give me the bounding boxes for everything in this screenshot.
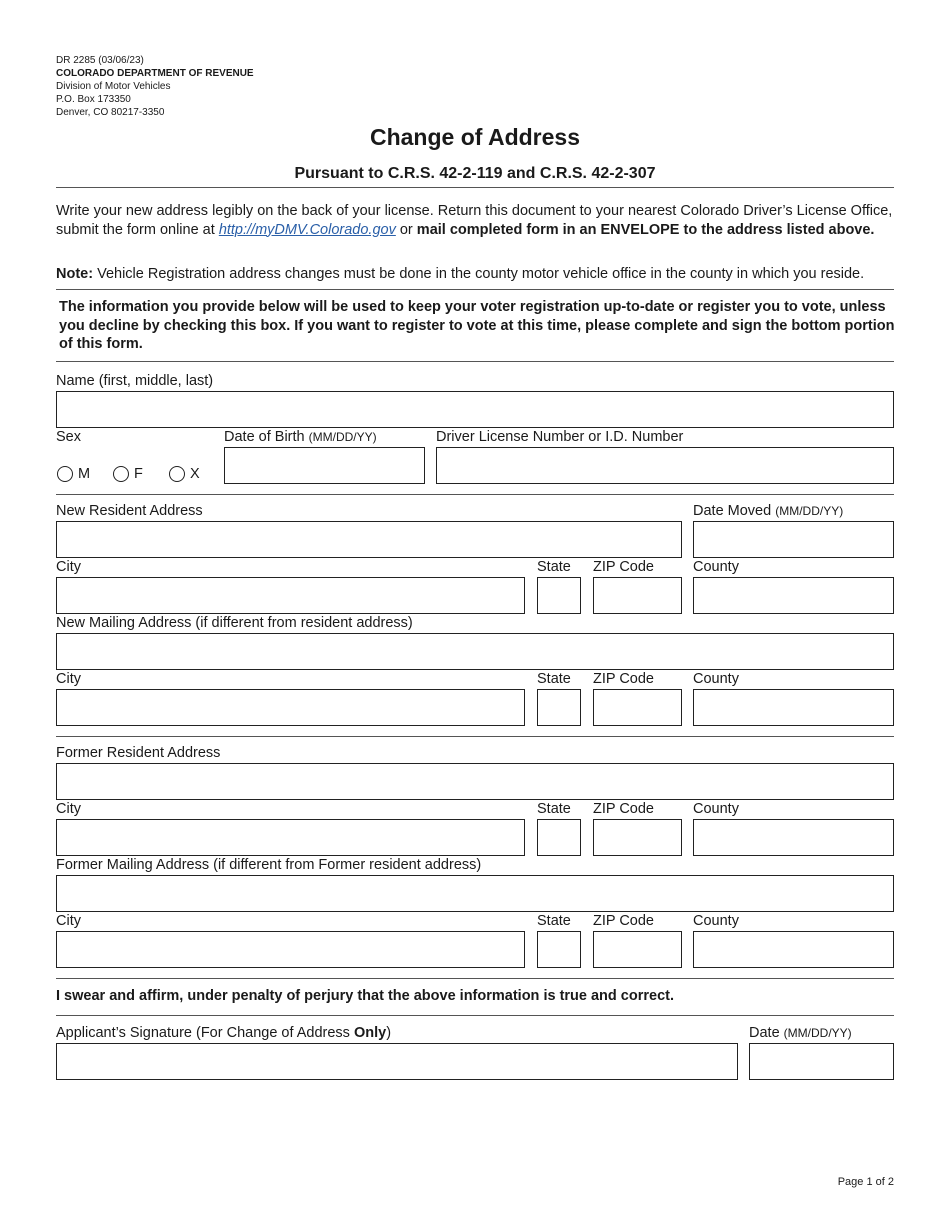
date-format-hint: (MM/DD/YY) xyxy=(783,1026,852,1040)
former-mailing-address-input[interactable] xyxy=(56,875,894,912)
new-resident-county-input[interactable] xyxy=(693,577,894,614)
signature-label xyxy=(56,1025,391,1041)
former-resident-state-input[interactable] xyxy=(537,819,581,856)
sex-option-x[interactable] xyxy=(169,466,200,482)
note xyxy=(56,265,896,284)
former-mailing-county-input[interactable] xyxy=(693,931,894,968)
radio-circle-icon xyxy=(57,466,73,482)
instructions-mail: mail completed form in an ENVELOPE to the address listed above. xyxy=(416,221,875,238)
state-label: State xyxy=(537,913,571,929)
state-label: State xyxy=(537,559,571,575)
signature-label-close: ) xyxy=(386,1025,392,1041)
former-resident-address-input[interactable] xyxy=(56,763,894,800)
perjury-statement: I swear and affirm, under penalty of perjury that the above information is true and correct. xyxy=(56,988,674,1004)
former-mailing-zip-input[interactable] xyxy=(593,931,682,968)
form-number: DR 2285 (03/06/23) xyxy=(56,55,144,66)
signature-label-text: Applicant’s Signature (For Change of Address xyxy=(56,1025,354,1041)
zip-label: ZIP Code xyxy=(593,559,654,575)
form-header xyxy=(56,54,254,119)
po-box: P.O. Box 173350 xyxy=(56,94,131,105)
sex-option-m[interactable] xyxy=(57,466,90,482)
signature-date-label-text: Date xyxy=(749,1025,780,1041)
new-resident-address-input[interactable] xyxy=(56,521,682,558)
instructions xyxy=(56,202,896,239)
new-mailing-county-input[interactable] xyxy=(693,689,894,726)
divider xyxy=(56,978,894,979)
name-label: Name (first, middle, last) xyxy=(56,373,214,389)
city-label: City xyxy=(56,801,81,817)
new-mailing-address-label: New Mailing Address (if different from resident address) xyxy=(56,615,413,631)
city-label: City xyxy=(56,559,81,575)
new-mailing-state-input[interactable] xyxy=(537,689,581,726)
voter-notice: The information you provide below will be used to keep your voter registration up-to-date or register you to vote, unless you decline by checking this box. If you want to register to vote at this time, please complete and sign the bottom portion of this form. xyxy=(59,299,895,352)
former-resident-city-input[interactable] xyxy=(56,819,525,856)
date-moved-label xyxy=(693,503,843,519)
department-name: COLORADO DEPARTMENT OF REVENUE xyxy=(56,68,254,79)
sex-option-f[interactable] xyxy=(113,466,143,482)
divider xyxy=(56,1015,894,1016)
former-resident-county-input[interactable] xyxy=(693,819,894,856)
radio-circle-icon xyxy=(113,466,129,482)
dob-label xyxy=(224,429,377,445)
dl-number-input[interactable] xyxy=(436,447,894,484)
county-label: County xyxy=(693,559,739,575)
county-label: County xyxy=(693,913,739,929)
dl-number-label: Driver License Number or I.D. Number xyxy=(436,429,684,445)
divider xyxy=(56,736,894,737)
former-mailing-city-input[interactable] xyxy=(56,931,525,968)
county-label: County xyxy=(693,801,739,817)
date-format-hint: (MM/DD/YY) xyxy=(308,430,377,444)
note-text: Vehicle Registration address changes must be done in the county motor vehicle office in the county in which you reside. xyxy=(93,266,865,282)
instructions-text: Write your new address legibly on the back of your license. Return this document to your nearest Colorado Driver’s License Office, submit the form online at xyxy=(56,203,893,238)
note-label: Note: xyxy=(56,266,94,282)
mydmv-link[interactable]: http://myDMV.Colorado.gov xyxy=(218,221,396,238)
city-line: Denver, CO 80217-3350 xyxy=(56,107,165,118)
sex-option-label: F xyxy=(134,466,143,482)
city-label: City xyxy=(56,671,81,687)
signature-date-input[interactable] xyxy=(749,1043,894,1080)
page-subtitle: Pursuant to C.R.S. 42-2-119 and C.R.S. 42-2-307 xyxy=(294,165,656,182)
name-input[interactable] xyxy=(56,391,894,428)
dob-input[interactable] xyxy=(224,447,425,484)
former-mailing-address-label: Former Mailing Address (if different from Former resident address) xyxy=(56,857,482,873)
divider xyxy=(56,289,894,290)
division-name: Division of Motor Vehicles xyxy=(56,81,171,92)
zip-label: ZIP Code xyxy=(593,913,654,929)
divider xyxy=(56,494,894,495)
state-label: State xyxy=(537,801,571,817)
new-resident-state-input[interactable] xyxy=(537,577,581,614)
sex-option-label: M xyxy=(78,466,91,482)
new-resident-zip-input[interactable] xyxy=(593,577,682,614)
former-mailing-state-input[interactable] xyxy=(537,931,581,968)
page-number: Page 1 of 2 xyxy=(837,1176,894,1188)
divider xyxy=(56,361,894,362)
new-resident-city-input[interactable] xyxy=(56,577,525,614)
signature-label-only: Only xyxy=(353,1025,387,1041)
instructions-or: or xyxy=(395,221,417,238)
new-resident-address-label: New Resident Address xyxy=(56,503,203,519)
date-moved-label-text: Date Moved xyxy=(693,503,772,519)
dob-label-text: Date of Birth xyxy=(224,429,305,445)
new-mailing-city-input[interactable] xyxy=(56,689,525,726)
new-mailing-zip-input[interactable] xyxy=(593,689,682,726)
page-title: Change of Address xyxy=(369,124,580,150)
date-format-hint: (MM/DD/YY) xyxy=(775,504,844,518)
signature-date-label xyxy=(749,1025,852,1041)
former-resident-address-label: Former Resident Address xyxy=(56,745,221,761)
radio-circle-icon xyxy=(169,466,185,482)
county-label: County xyxy=(693,671,739,687)
state-label: State xyxy=(537,671,571,687)
former-resident-zip-input[interactable] xyxy=(593,819,682,856)
city-label: City xyxy=(56,913,81,929)
zip-label: ZIP Code xyxy=(593,801,654,817)
signature-input[interactable] xyxy=(56,1043,738,1080)
new-mailing-address-input[interactable] xyxy=(56,633,894,670)
divider xyxy=(56,187,894,188)
zip-label: ZIP Code xyxy=(593,671,654,687)
date-moved-input[interactable] xyxy=(693,521,894,558)
sex-label: Sex xyxy=(56,429,81,445)
sex-option-label: X xyxy=(190,466,200,482)
